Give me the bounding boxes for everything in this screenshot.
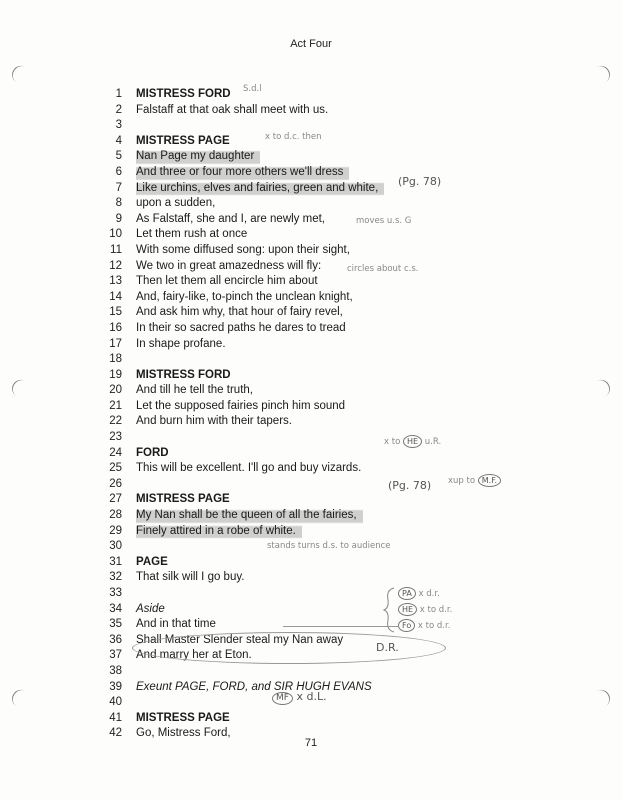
script-line: [96, 414, 576, 430]
annotation-text: x d.L.: [296, 690, 327, 703]
script-line: [96, 227, 576, 243]
line-number: 40: [109, 696, 122, 709]
dialogue-text: As Falstaff, she and I, are newly met,: [136, 212, 325, 225]
speaker-name: MISTRESS PAGE: [136, 134, 230, 147]
line-number: 10: [109, 228, 122, 241]
dialogue-text: Then let them all encircle him about: [136, 275, 318, 288]
line-number: 33: [109, 587, 122, 599]
line-number: 3: [115, 119, 122, 132]
line-number: 9: [115, 212, 122, 225]
dialogue-text: And marry her at Eton.: [136, 649, 252, 662]
annotation-text: x to d.r.: [419, 605, 453, 615]
script-line: [96, 508, 576, 524]
script-line: [96, 290, 576, 306]
dialogue-text: And three or four more others we'll dress: [136, 165, 349, 181]
script-line: [96, 446, 576, 462]
line-number: 2: [115, 103, 122, 116]
line-number: 35: [109, 618, 122, 631]
line-number: 20: [109, 384, 122, 397]
annotation-line-32: stands turns d.s. to audience: [267, 541, 391, 551]
hole-punch-mark: [9, 376, 34, 401]
dialogue-text: We two in great amazedness will fly:: [136, 259, 322, 272]
script-line: [96, 399, 576, 415]
line-number: 27: [109, 493, 122, 506]
line-number: 34: [109, 602, 122, 615]
script-line: [96, 461, 576, 477]
script-line: [96, 383, 576, 399]
dialogue-text: In shape profane.: [136, 337, 226, 350]
dialogue-text: And, fairy-like, to-pinch the unclean knight,: [136, 290, 353, 303]
script-line: [96, 524, 576, 540]
speaker-name: FORD: [136, 446, 169, 459]
annotation-line-4: x to d.c. then: [265, 132, 322, 142]
annotation-line-28-cross: [448, 474, 501, 487]
line-number: 25: [109, 462, 122, 475]
annotation-text: x d.r.: [418, 589, 440, 599]
script-line: [96, 430, 576, 446]
line-number: 13: [109, 275, 122, 288]
line-number: 38: [109, 664, 122, 677]
line-number: 14: [109, 290, 122, 303]
line-number: 6: [115, 165, 122, 178]
dialogue-text: Go, Mistress Ford,: [136, 727, 231, 740]
dialogue-text: My Nan shall be the queen of all the fairies,: [136, 508, 363, 524]
line-number: 42: [109, 727, 122, 740]
stage-direction: Exeunt PAGE, FORD, and SIR HUGH EVANS: [136, 680, 372, 693]
page-number: 71: [304, 737, 318, 749]
annotation-line-39: D.R.: [376, 641, 399, 654]
script-line: [96, 711, 576, 727]
line-number: 22: [109, 415, 122, 428]
line-number: 30: [109, 540, 122, 553]
line-number: 39: [109, 680, 122, 693]
script-line: [96, 149, 576, 165]
exit-circle-mark: [132, 632, 446, 664]
script-line: [96, 586, 576, 602]
dialogue-text: Let them rush at once: [136, 228, 248, 241]
annotation-line-35: [398, 587, 440, 600]
script-line: [96, 477, 576, 493]
script-line: [96, 165, 576, 181]
line-number: 4: [115, 134, 122, 147]
line-number: 16: [109, 321, 122, 334]
script-line: [96, 617, 576, 633]
script-line: [96, 134, 576, 150]
line-number: 19: [109, 368, 122, 381]
annotation-line-36: [398, 603, 452, 616]
character-circle: M.F.: [478, 474, 501, 487]
character-circle: HE: [398, 603, 417, 616]
annotation-line-25: [384, 435, 441, 448]
line-number: 28: [109, 509, 122, 522]
script-line: [96, 368, 576, 384]
line-number: 32: [109, 571, 122, 584]
script-line: [96, 680, 576, 696]
script-line: [96, 352, 576, 368]
dialogue-text: And ask him why, that hour of fairy revel,: [136, 306, 343, 319]
annotation-text: x to: [384, 437, 401, 447]
line-number: 12: [109, 259, 122, 272]
dialogue-text: This will be excellent. I'll go and buy vizards.: [136, 462, 362, 475]
line-number: 23: [109, 431, 122, 444]
script-line: [96, 321, 576, 337]
dialogue-text: In their so sacred paths he dares to tread: [136, 321, 346, 334]
line-number: 37: [109, 649, 122, 662]
annotation-text: xup to: [448, 476, 476, 486]
character-circle: Fo: [398, 619, 415, 632]
hole-punch-mark: [588, 62, 613, 87]
line-number: 24: [109, 446, 122, 459]
hole-punch-mark: [9, 62, 34, 87]
hole-punch-mark: [588, 376, 613, 401]
line-number: 36: [109, 633, 122, 646]
script-line: [96, 555, 576, 571]
stage-direction: Aside: [136, 602, 165, 615]
dialogue-text: And in that time: [136, 618, 216, 631]
dialogue-text: Finely attired in a robe of white.: [136, 524, 302, 540]
pencil-underline: [283, 626, 399, 627]
speaker-name: PAGE: [136, 555, 168, 568]
annotation-line-42: [272, 690, 327, 705]
script-line: [96, 337, 576, 353]
speaker-name: MISTRESS PAGE: [136, 711, 230, 724]
dialogue-text: Like urchins, elves and fairies, green and white,: [136, 181, 384, 197]
script-line: [96, 305, 576, 321]
character-circle: PA: [398, 587, 416, 600]
line-number: 29: [109, 524, 122, 537]
line-number: 26: [109, 477, 122, 490]
script-line: [96, 492, 576, 508]
speaker-name: MISTRESS FORD: [136, 368, 231, 381]
script-line: [96, 118, 576, 134]
dialogue-text: Falstaff at that oak shall meet with us.: [136, 103, 329, 116]
script-line: [96, 196, 576, 212]
line-number: 8: [115, 197, 122, 210]
dialogue-text: upon a sudden,: [136, 197, 216, 210]
dialogue-text: Let the supposed fairies pinch him sound: [136, 399, 346, 412]
script-line: [96, 87, 576, 103]
dialogue-text: With some diffused song: upon their sight,: [136, 243, 350, 256]
dialogue-text: And till he tell the truth,: [136, 384, 253, 397]
line-number: 1: [115, 88, 122, 100]
line-number: 21: [109, 399, 122, 412]
line-number: 15: [109, 306, 122, 319]
annotation-line-1: S.d.l: [243, 84, 262, 94]
annotation-line-7: (Pg. 78): [398, 175, 442, 188]
dialogue-text: Nan Page my daughter: [136, 149, 260, 165]
line-number: 5: [115, 150, 122, 163]
script-line: [96, 664, 576, 680]
script-line: [96, 259, 576, 275]
dialogue-text: Shall Master Slender steal my Nan away: [136, 633, 344, 646]
hole-punch-mark: [588, 686, 613, 711]
line-number: 31: [109, 555, 122, 568]
line-number: 41: [109, 711, 122, 724]
speaker-name: MISTRESS PAGE: [136, 493, 230, 506]
line-number: 18: [109, 353, 122, 366]
annotation-line-10: moves u.s. G: [356, 216, 412, 226]
line-number: 17: [109, 337, 122, 350]
character-circle: MF: [272, 692, 293, 705]
script-line: [96, 212, 576, 228]
annotation-text: u.R.: [424, 437, 442, 447]
line-number: 7: [115, 181, 122, 194]
script-line: [96, 570, 576, 586]
dialogue-text: That silk will I go buy.: [136, 571, 245, 584]
script-line: [96, 103, 576, 119]
script-line: [96, 695, 576, 711]
script-line: [96, 243, 576, 259]
page-header-title: Act Four: [290, 38, 332, 50]
annotation-line-37: [398, 619, 450, 632]
annotation-text: x to d.r.: [417, 621, 451, 631]
character-circle: HE: [403, 435, 422, 448]
hole-punch-mark: [9, 686, 34, 711]
script-line: [96, 181, 576, 197]
annotation-line-28: (Pg. 78): [388, 479, 432, 492]
script-line: [96, 602, 576, 618]
annotation-line-13: circles about c.s.: [347, 264, 419, 274]
speaker-name: MISTRESS FORD: [136, 88, 231, 100]
dialogue-text: And burn him with their tapers.: [136, 415, 292, 428]
line-number: 11: [110, 243, 122, 256]
script-line: [96, 274, 576, 290]
